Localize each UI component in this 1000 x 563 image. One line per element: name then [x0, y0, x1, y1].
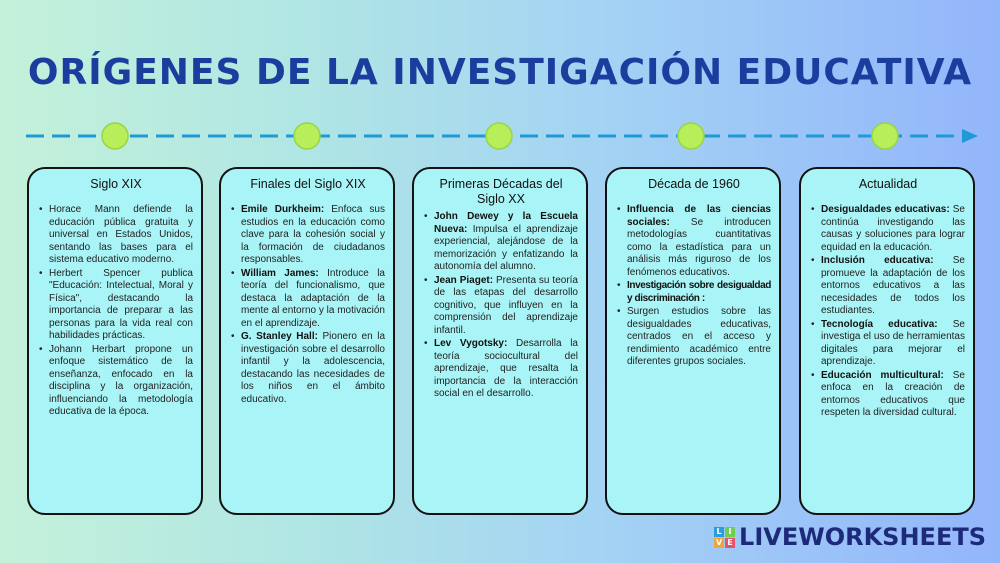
liveworksheets-logo[interactable]: [714, 522, 986, 552]
list-item: • Tecnología educativa: Se investiga el uso de herramientas digitales para mejorar el aprendizaje.: [811, 319, 965, 369]
list-item: • Herbert Spencer publica "Educación: Intelectual, Moral y Física", destacando la importancia de preparar a las personas para la vida real con habilidades prácticas.: [39, 268, 193, 343]
list-item: • Lev Vygotsky: Desarrolla la teoría sociocultural del aprendizaje, que resalta la importancia de la interacción social en el desarrollo.: [424, 338, 578, 401]
list-item: • Jean Piaget: Presenta su teoría de las etapas del desarrollo cognitivo, que influyen en la comprensión del aprendizaje infantil.: [424, 275, 578, 338]
list-item: • Influencia de las ciencias sociales: Se introducen metodologías cuantitativas como la estadística para un análisis más riguroso de los fenómenos educativos.: [617, 204, 771, 279]
timeline-graphic: [0, 116, 1000, 156]
list-item: • Investigación sobre desigualdad y discriminación :: [617, 280, 771, 305]
list-item: • John Dewey y la Escuela Nueva: Impulsa el aprendizaje experiencial, alejándose de la memorización y enfatizando la autonomía del alumno.: [424, 211, 578, 274]
card-heading: Finales del Siglo XIX: [250, 177, 366, 191]
list-item: • Johann Herbart propone un enfoque sistemático de la enseñanza, enfocado en la disciplina y la organización, influenciando la metodología educativa de la época.: [39, 344, 193, 419]
card-actualidad: [799, 167, 975, 515]
logo-mark-letter: V: [715, 537, 723, 547]
list-item: • Emile Durkheim: Enfoca sus estudios en la educación como clave para la cohesión social y la formación de ciudadanos responsables.: [231, 204, 385, 267]
logo-text: LIVEWORKSHEETS: [739, 523, 986, 551]
card-list: [617, 204, 771, 369]
card-heading: Siglo XIX: [90, 177, 142, 191]
card-heading: Actualidad: [858, 177, 918, 191]
card-list: [811, 204, 965, 420]
list-item: • Inclusión educativa: Se promueve la adaptación de los entornos educativos a las necesidades de todos los estudiantes.: [811, 255, 965, 318]
timeline-dot: [102, 123, 128, 149]
card-decada-1960: [605, 167, 781, 515]
list-item: • Horace Mann defiende la educación pública gratuita y universal en Estados Unidos, sentando las bases para el sistema educativo moderno.: [39, 204, 193, 267]
timeline-dot: [872, 123, 898, 149]
card-heading: Primeras Décadas del Siglo XX: [439, 177, 563, 206]
list-item: • Desigualdades educativas: Se continúa investigando las causas y soluciones para lograr equidad en la educación.: [811, 204, 965, 254]
timeline: [0, 116, 1000, 156]
list-item: • G. Stanley Hall: Pionero en la investigación sobre el desarrollo infantil y la adolescencia, destacando las necesidades de los niños en el ámbito educativo.: [231, 331, 385, 406]
logo-mark-icon: [714, 527, 735, 548]
card-siglo-xix: [27, 167, 203, 515]
card-list: [424, 211, 578, 401]
card-finales-siglo-xix: [219, 167, 395, 515]
list-item: • Educación multicultural: Se enfoca en la creación de entornos educativos que respeten la diversidad cultural.: [811, 370, 965, 420]
card-heading: Década de 1960: [648, 177, 740, 191]
card-primeras-decadas-siglo-xx: [412, 167, 588, 515]
logo-mark-letter: L: [714, 527, 724, 537]
logo-mark-letter: I: [725, 527, 735, 537]
timeline-dot: [678, 123, 704, 149]
timeline-dot: [486, 123, 512, 149]
card-list: [39, 204, 193, 419]
list-item: • Surgen estudios sobre las desigualdades educativas, centrados en el acceso y rendimiento académico entre diferentes grupos sociales.: [617, 306, 771, 369]
timeline-arrow-icon: [962, 129, 978, 143]
card-list: [231, 204, 385, 406]
logo-mark-letter: E: [725, 538, 735, 548]
timeline-dot: [294, 123, 320, 149]
page-title: ORÍGENES DE LA INVESTIGACIÓN EDUCATIVA: [27, 52, 973, 93]
list-item: • William James: Introduce la teoría del funcionalismo, que destaca la adaptación de la mente al entorno y la motivación en el aprendizaje.: [231, 268, 385, 331]
